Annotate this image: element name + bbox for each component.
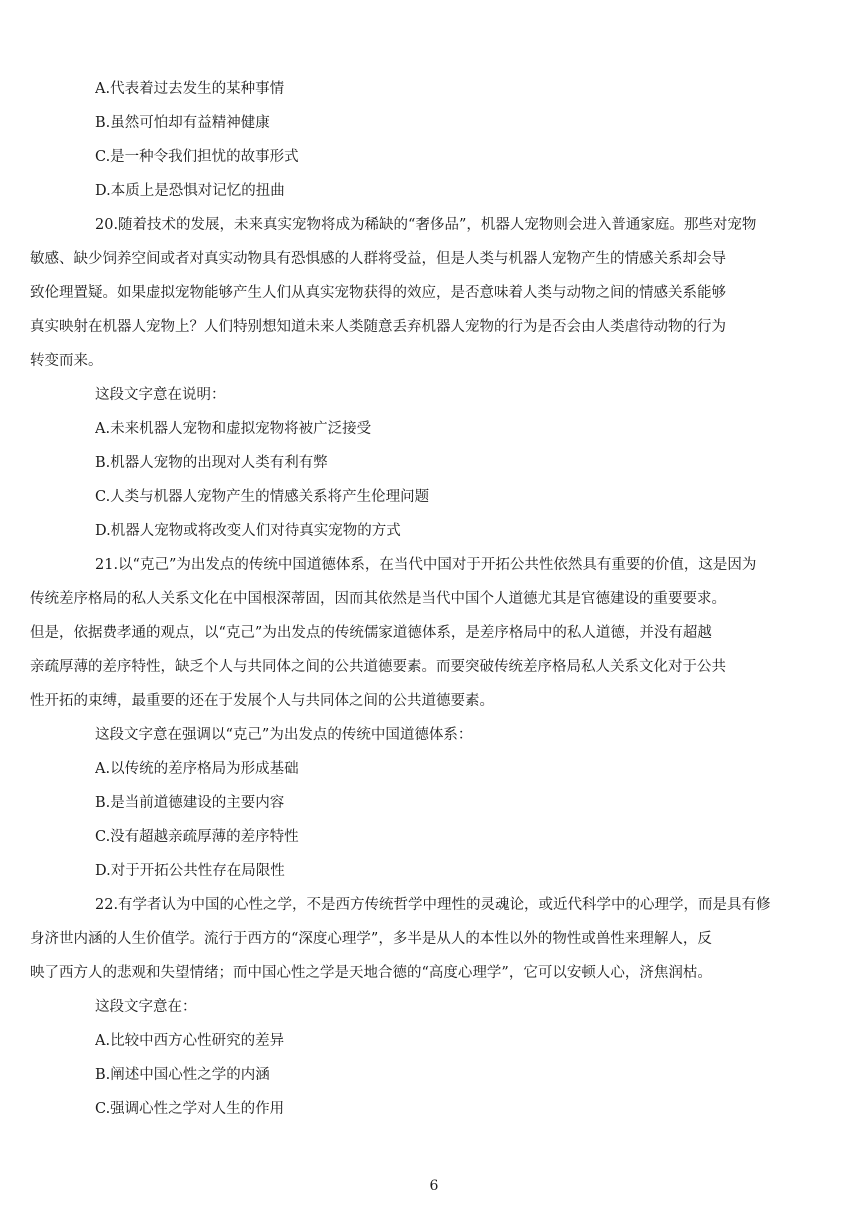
document-body	[30, 72, 805, 1126]
answer-option: B.机器人宠物的出现对人类有利有弊	[95, 455, 328, 471]
question-prompt: 这段文字意在：	[95, 999, 197, 1015]
paragraph-line: 映了西方人的悲观和失望情绪；而中国心性之学是天地合德的“高度心理学”，它可以安顿人心，济焦润枯。	[30, 965, 712, 981]
paragraph-line: 传统差序格局的私人关系文化在中国根深蒂固，因而其依然是当代中国个人道德尤其是官德建设的重要要求。	[30, 591, 726, 607]
paragraph-line: 但是，依据费孝通的观点，以“克己”为出发点的传统儒家道德体系，是差序格局中的私人道德，并没有超越	[30, 625, 712, 641]
answer-option: C.强调心性之学对人生的作用	[95, 1101, 285, 1117]
paragraph-line: 亲疏厚薄的差序特性，缺乏个人与共同体之间的公共道德要素。而要突破传统差序格局私人关系文化对于公共	[30, 659, 726, 675]
answer-option: A.代表着过去发生的某种事情	[95, 81, 285, 97]
question-paragraph	[30, 888, 805, 990]
paragraph-line: 22.有学者认为中国的心性之学，不是西方传统哲学中理性的灵魂论，或近代科学中的心理学，而是具有修	[95, 897, 771, 913]
answer-option: A.未来机器人宠物和虚拟宠物将被广泛接受	[95, 421, 372, 437]
paragraph-line: 敏感、缺少饲养空间或者对真实动物具有恐惧感的人群将受益，但是人类与机器人宠物产生的情感关系却会导	[30, 251, 726, 267]
paragraph-line: 真实映射在机器人宠物上？人们特别想知道未来人类随意丢弃机器人宠物的行为是否会由人类虐待动物的行为	[30, 319, 726, 335]
answer-option: A.以传统的差序格局为形成基础	[95, 761, 299, 777]
answer-option: D.本质上是恐惧对记忆的扭曲	[95, 183, 285, 199]
paragraph-line: 21.以“克己”为出发点的传统中国道德体系，在当代中国对于开拓公共性依然具有重要的价值，这是因为	[95, 557, 757, 573]
question-paragraph	[30, 208, 805, 378]
question-paragraph	[30, 548, 805, 718]
paragraph-line: 致伦理置疑。如果虚拟宠物能够产生人们从真实宠物获得的效应，是否意味着人类与动物之间的情感关系能够	[30, 285, 726, 301]
answer-option: B.阐述中国心性之学的内涵	[95, 1067, 270, 1083]
page-number: 6	[429, 1178, 439, 1194]
answer-option: A.比较中西方心性研究的差异	[95, 1033, 285, 1049]
question-prompt: 这段文字意在说明：	[95, 387, 226, 403]
answer-option: B.是当前道德建设的主要内容	[95, 795, 285, 811]
answer-option: C.没有超越亲疏厚薄的差序特性	[95, 829, 299, 845]
answer-option: C.是一种令我们担忧的故事形式	[95, 149, 299, 165]
paragraph-line: 身济世内涵的人生价值学。流行于西方的“深度心理学”，多半是从人的本性以外的物性或兽性来理解人，反	[30, 931, 712, 947]
answer-option: B.虽然可怕却有益精神健康	[95, 115, 270, 131]
answer-option: D.对于开拓公共性存在局限性	[95, 863, 285, 879]
paragraph-line: 20.随着技术的发展，未来真实宠物将成为稀缺的“奢侈品”，机器人宠物则会进入普通家庭。那些对宠物	[95, 217, 757, 233]
paragraph-line: 性开拓的束缚，最重要的还在于发展个人与共同体之间的公共道德要素。	[30, 693, 494, 709]
question-prompt: 这段文字意在强调以“克己”为出发点的传统中国道德体系：	[95, 727, 473, 743]
answer-option: D.机器人宠物或将改变人们对待真实宠物的方式	[95, 523, 401, 539]
answer-option: C.人类与机器人宠物产生的情感关系将产生伦理问题	[95, 489, 430, 505]
paragraph-line: 转变而来。	[30, 353, 103, 369]
